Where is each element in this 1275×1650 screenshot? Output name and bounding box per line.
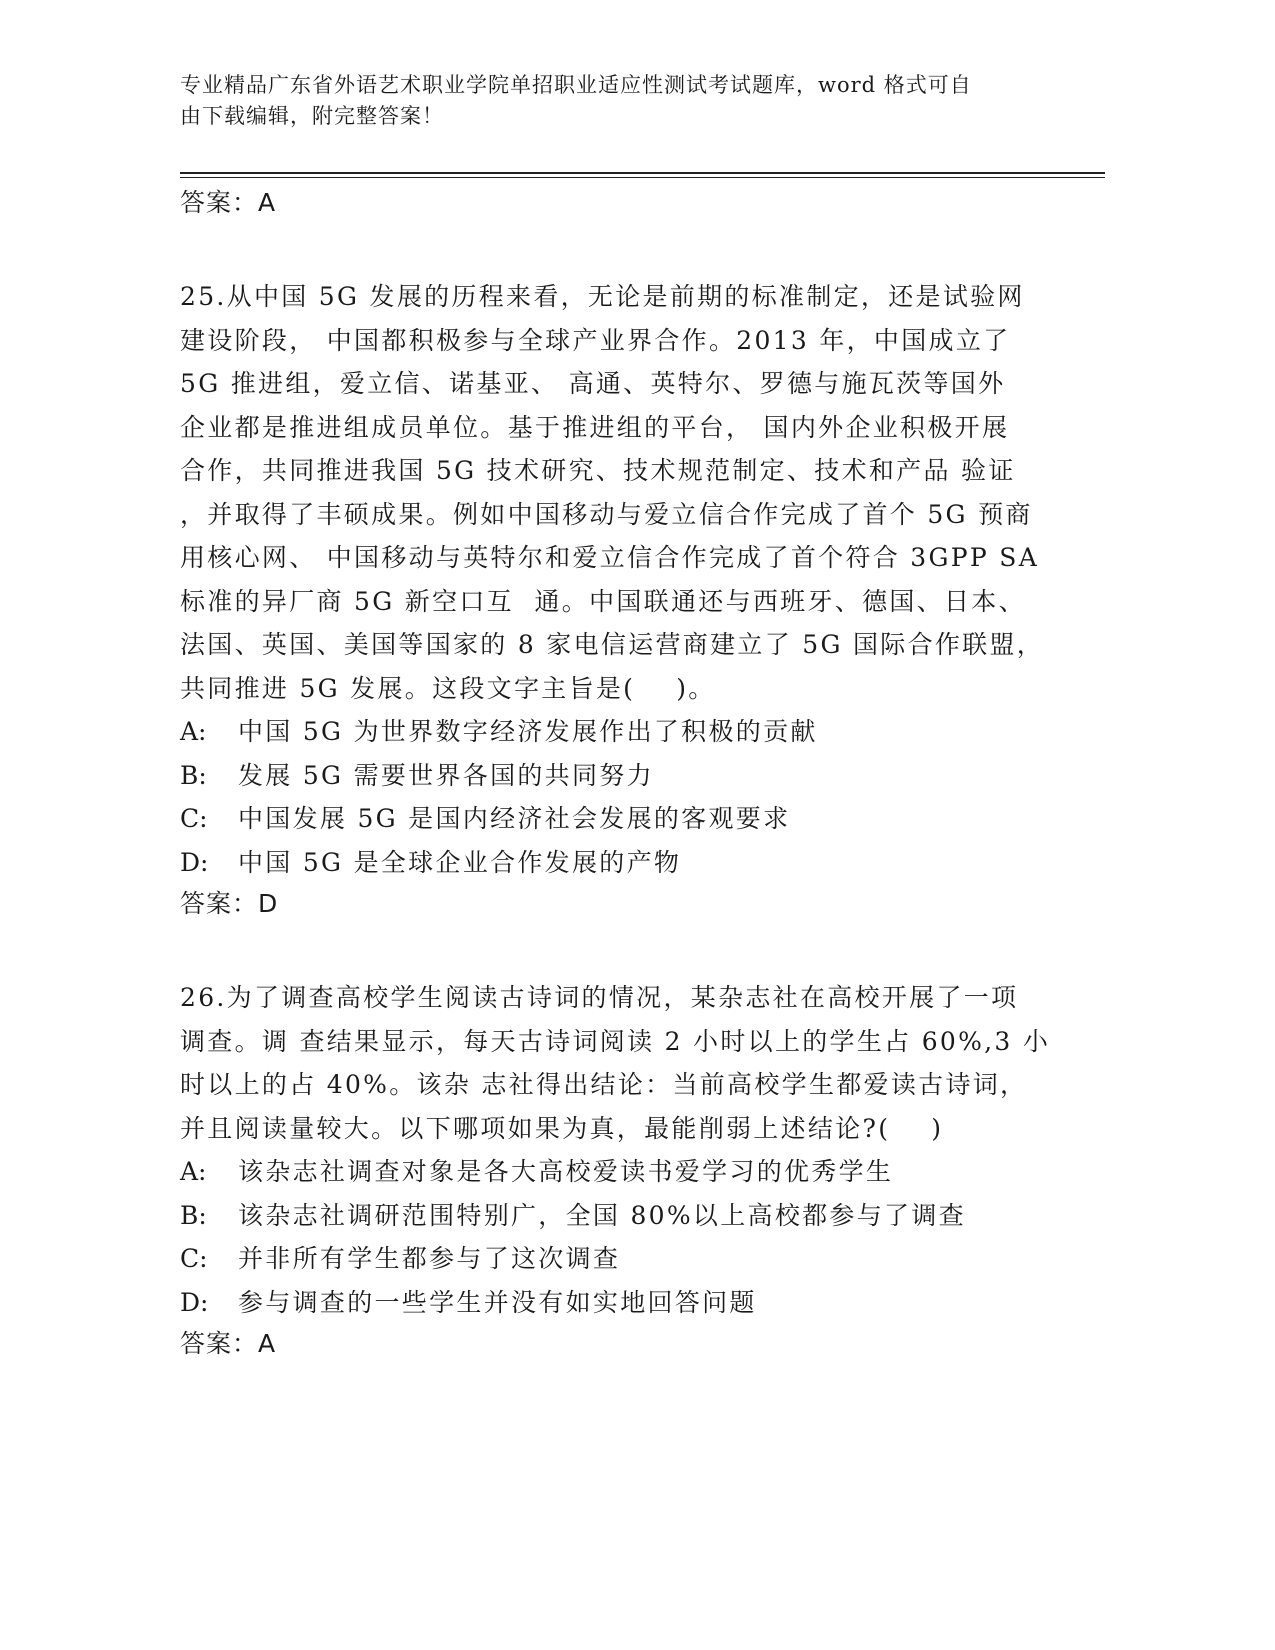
option-text: 该杂志社调查对象是各大高校爱读书爱学习的优秀学生 — [238, 1157, 894, 1186]
page-header — [180, 70, 1040, 132]
header-line: 由下载编辑，附完整答案！ — [180, 104, 444, 128]
option-a — [180, 1150, 1040, 1194]
header-rule — [180, 172, 1105, 174]
option-text: 发展 5G 需要世界各国的共同努力 — [238, 760, 654, 790]
option-letter: D: — [180, 1287, 209, 1317]
question-stem — [180, 976, 1051, 1150]
stem-line: 法国、英国、美国等国家的 8 家电信运营商建立了 5G 国际合作联盟， — [180, 630, 1045, 659]
option-b — [180, 1194, 1040, 1238]
option-letter: A: — [180, 717, 207, 746]
option-text: 中国发展 5G 是国内经济社会发展的客观要求 — [238, 804, 791, 833]
option-c — [180, 1237, 1040, 1281]
option-d — [180, 841, 1040, 885]
stem-line: 调查。调 查结果显示，每天古诗词阅读 2 小时以上的学生占 60%,3 小 — [180, 1026, 1051, 1056]
stem-line: 26.为了调查高校学生阅读古诗词的情况，某杂志社在高校开展了一项 — [180, 983, 1019, 1012]
option-text: 中国 5G 为世界数字经济发展作出了积极的贡献 — [238, 717, 818, 746]
header-rule-thin — [180, 177, 1105, 178]
option-b — [180, 754, 1040, 798]
option-letter: B: — [180, 1200, 207, 1230]
option-d — [180, 1281, 1040, 1325]
stem-line: 标准的异厂商 5G 新空口互 通。中国联通还与西班牙、德国、日本、 — [180, 586, 1026, 616]
question-26 — [180, 976, 1051, 1364]
stem-line: 时以上的占 40%。该杂 志社得出结论：当前高校学生都爱读古诗词， — [180, 1070, 1028, 1099]
stem-line: 并且阅读量较大。以下哪项如果为真，最能削弱上述结论?( ) — [180, 1113, 944, 1143]
stem-line: 用核心网、 中国移动与英特尔和爱立信合作完成了首个符合 3GPP SA — [180, 543, 1040, 572]
option-text: 参与调查的一些学生并没有如实地回答问题 — [238, 1287, 757, 1317]
question-25 — [180, 275, 1045, 924]
option-c — [180, 797, 1040, 841]
option-letter: A: — [180, 1157, 207, 1186]
option-text: 中国 5G 是全球企业合作发展的产物 — [238, 847, 682, 877]
stem-line: 合作，共同推进我国 5G 技术研究、技术规范制定、技术和产品 验证 — [180, 456, 1016, 485]
header-line: 专业精品广东省外语艺术职业学院单招职业适应性测试考试题库，word 格式可自 — [180, 73, 972, 97]
stem-line: 5G 推进组，爱立信、诺基亚、 高通、英特尔、罗德与施瓦茨等国外 — [180, 369, 1006, 398]
option-letter: C: — [180, 1244, 208, 1273]
option-a — [180, 710, 1040, 754]
option-letter: C: — [180, 804, 208, 833]
answer-line: 答案：A — [180, 1329, 277, 1358]
question-stem — [180, 275, 1045, 710]
stem-line: 企业都是推进组成员单位。基于推进组的平台， 国内外企业积极开展 — [180, 412, 1010, 442]
answer-line: 答案：A — [180, 188, 277, 217]
stem-line: ，并取得了丰硕成果。例如中国移动与爱立信合作完成了首个 5G 预商 — [180, 499, 1033, 529]
document-body — [180, 183, 1051, 1364]
option-text: 并非所有学生都参与了这次调查 — [238, 1244, 621, 1273]
stem-line: 建设阶段， 中国都积极参与全球产业界合作。2013 年，中国成立了 — [180, 325, 1011, 355]
answer-line: 答案：D — [180, 889, 279, 918]
stem-line: 25.从中国 5G 发展的历程来看，无论是前期的标准制定，还是试验网 — [180, 282, 1025, 311]
option-letter: B: — [180, 760, 207, 790]
option-letter: D: — [180, 847, 209, 877]
option-text: 该杂志社调研范围特别广，全国 80%以上高校都参与了调查 — [238, 1200, 966, 1230]
stem-line: 共同推进 5G 发展。这段文字主旨是( )。 — [180, 673, 716, 703]
